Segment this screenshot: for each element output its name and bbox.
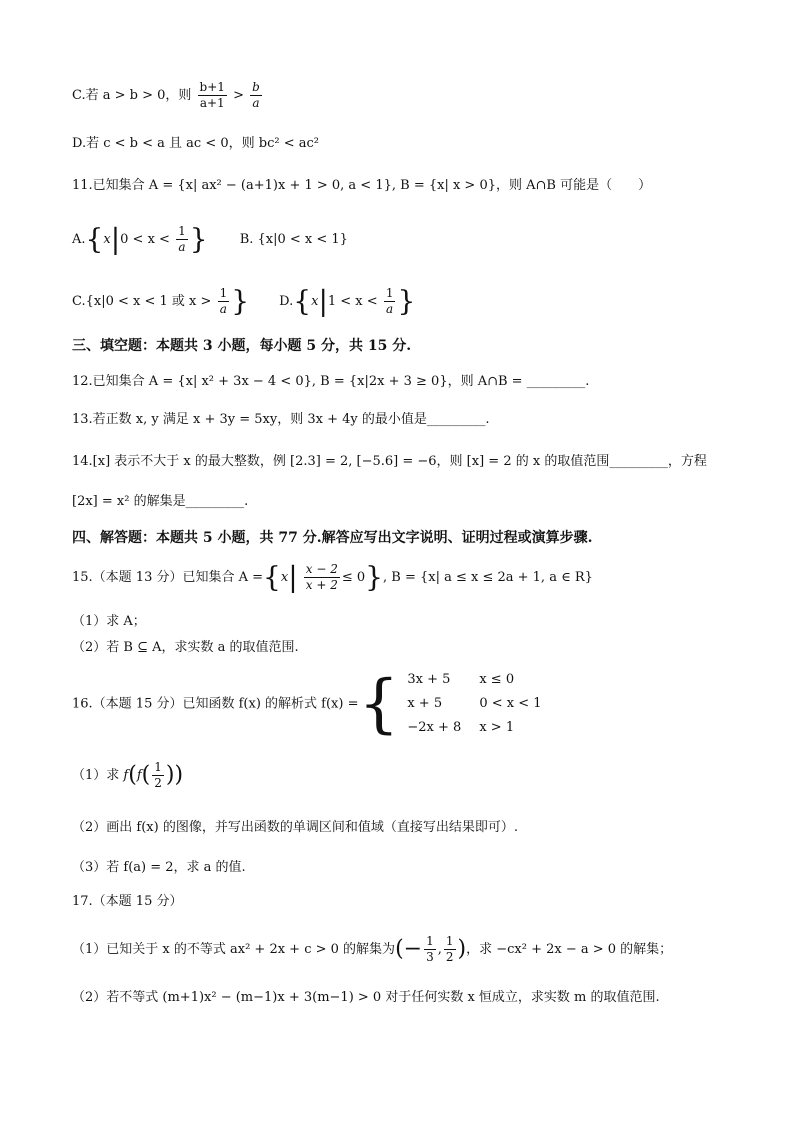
q11-option-d: D.{x|1 < x < $\frac{1}{a}$ }	[279, 284, 416, 318]
q11-option-b: B. {x|0 < x < 1}	[239, 232, 348, 247]
q16-part2: （2）画出 f(x) 的图像，并写出函数的单调区间和值域（直接写出结果即可）.	[72, 820, 518, 835]
section-fill-in: 三、填空题：本题共 3 小题，每小题 5 分，共 15 分.	[72, 338, 412, 354]
q12: 12.已知集合 A = {x| x² + 3x − 4 < 0}, B = {x|2x + 3 ≥ 0}，则 A∩B = _________.	[72, 374, 590, 389]
q16-part3: （3）若 f(a) = 2，求 a 的值.	[72, 860, 246, 875]
q17-part2: （2）若不等式 (m+1)x² − (m−1)x + 3(m−1) > 0 对于任何实数 x 恒成立，求实数 m 的取值范围.	[72, 990, 660, 1005]
q15-stem: 15.（本题 13 分）已知集合 A ={x| $\frac{x - 2}{x + 2}$ ≤ 0}, B = {x| a ≤ x ≤ 2a + 1, a ∈ R}	[72, 560, 593, 594]
q10c-text: C.若 a > b > 0，则	[72, 88, 192, 103]
q16-stem: 16.（本题 15 分）已知函数 f(x) 的解析式 f(x) ={ 3x + 5 x ≤ 0 x + 5 0 < x < 1 −2x + 8 x > 1	[72, 667, 542, 741]
q11-option-c: C.{x|0 < x < 1 或 x > $\frac{1}{a}$ } D.{x|1 < x < $\frac{1}{a}$ }	[72, 284, 416, 318]
q15-part1: （1）求 A；	[72, 614, 146, 629]
q14-cont: [2x] = x² 的解集是_________.	[72, 494, 249, 509]
q16-part1: （1）求 f(f( $\frac{1}{2}$ ))	[72, 760, 184, 790]
q14: 14.[x] 表示不大于 x 的最大整数，例 [2.3] = 2, [−5.6] = −6，则 [x] = 2 的 x 的取值范围_________，方程	[72, 454, 707, 469]
q10-option-d: D.若 c < b < a 且 ac < 0，则 bc² < ac²	[72, 136, 319, 151]
q10c-fraction-2: $\frac{b}{a}$	[252, 80, 260, 110]
section-solve: 四、解答题：本题共 5 小题，共 77 分.解答应写出文字说明、证明过程或演算步骤.	[72, 530, 593, 546]
q13: 13.若正数 x, y 满足 x + 3y = 5xy，则 3x + 4y 的最小值是_________.	[72, 412, 490, 427]
q15-part2: （2）若 B ⊆ A，求实数 a 的取值范围.	[72, 640, 299, 655]
q11-stem: 11.已知集合 A = {x| ax² − (a+1)x + 1 > 0, a < 1}, B = {x| x > 0}，则 A∩B 可能是（ ）	[72, 178, 652, 193]
q17-stem: 17.（本题 15 分）	[72, 894, 183, 909]
q10-option-c: C.若 a > b > 0，则 $\frac{b+1}{a+1}$ > $\frac{b}{a}$	[72, 80, 260, 110]
q11-option-a: A.{x|0 < x < $\frac{1}{a}$ } B. {x|0 < x < 1}	[72, 222, 348, 256]
q16-piecewise: 3x + 5 x ≤ 0 x + 5 0 < x < 1 −2x + 8 x > 1	[407, 672, 542, 735]
q17-part1: （1）已知关于 x 的不等式 ax² + 2x + c > 0 的解集为(− $\frac{1}{3}$ , $\frac{1}{2}$ )，求 −cx² + 2x − a > 0 的解集；	[72, 934, 673, 964]
q10c-fraction-1: $\frac{b+1}{a+1}$	[199, 80, 225, 110]
